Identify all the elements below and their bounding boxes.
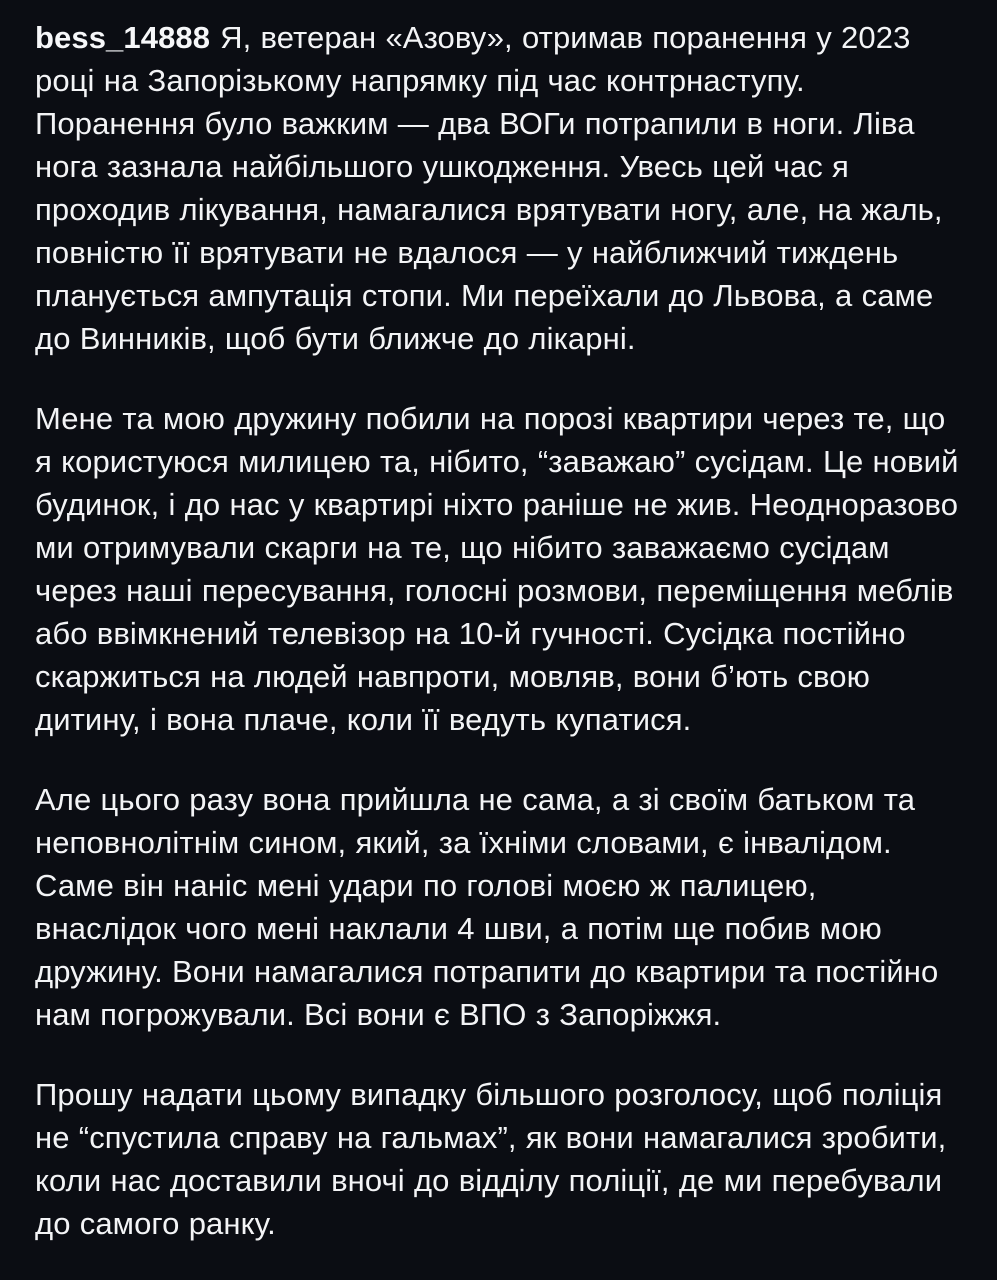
- username[interactable]: bess_14888: [35, 20, 211, 55]
- paragraph-text: Я, ветеран «Азову», отримав поранення у 2023 році на Запорізькому напрямку під час контрнаступу. Поранення було важким — два ВОГи потрапили в ноги. Ліва нога зазнала найбільшого ушкодження. Увесь цей час я проходив лікування, намагалися врятувати ногу, але, на жаль, повністю її врятувати не вдалося — у найближчий тиждень планується ампутація стопи. Ми переїхали до Львова, а саме до Винників, щоб бути ближче до лікарні.: [35, 20, 943, 356]
- post-paragraph: Прошу надати цьому випадку більшого розголосу, щоб поліція не “спустила справу на гальмах”, як вони намагалися зробити, коли нас доставили вночі до відділу поліції, де ми перебували до самого ранку.: [35, 1077, 947, 1241]
- post-paragraph: Але цього разу вона прийшла не сама, а зі своїм батьком та неповнолітнім сином, який, за їхніми словами, є інвалідом. Саме він наніс мені удари по голові моєю ж палицею, внаслідок чого мені наклали 4 шви, а потім ще побив мою дружину. Вони намагалися потрапити до квартири та постійно нам погрожували. Всі вони є ВПО з Запоріжжя.: [35, 782, 939, 1032]
- post-paragraph: [35, 16, 965, 360]
- post-paragraph: Мене та мою дружину побили на порозі квартири через те, що я користуюся милицею та, нібито, “заважаю” сусідам. Це новий будинок, і до нас у квартирі ніхто раніше не жив. Неодноразово ми отримували скарги на те, що нібито заважаємо сусідам через наші пересування, голосні розмови, переміщення меблів або ввімкнений телевізор на 10-й гучності. Сусідка постійно скаржиться на людей навпроти, мовляв, вони б’ють свою дитину, і вона плаче, коли її ведуть купатися.: [35, 401, 959, 737]
